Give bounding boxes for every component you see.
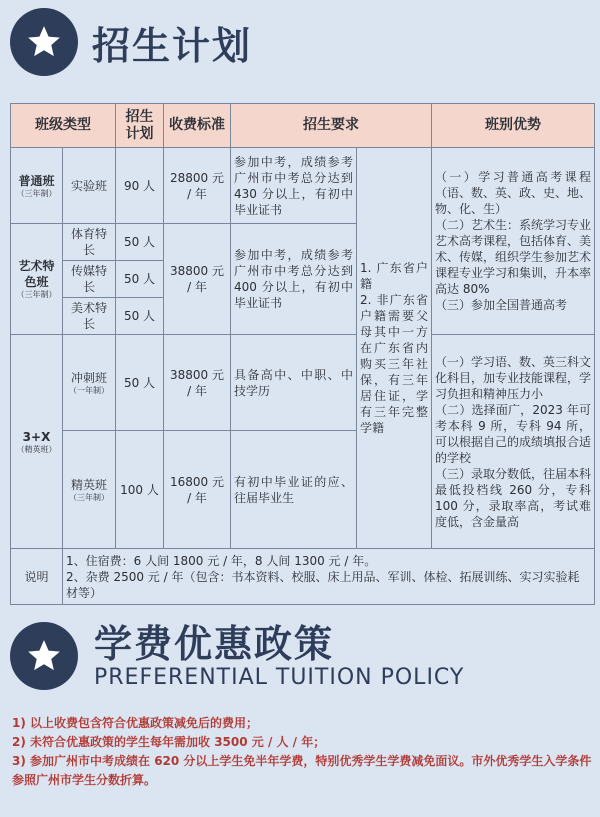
quota-media: 50 人 [116, 261, 164, 298]
advantages-3x: （一）学习语、数、英三科文化科目，加专业技能课程，学习负担和精神压力小 （二）选择面广，2023 年可考本科 9 所，专科 94 所，可以根据自己的成绩填报合适的学校 （三）录取分数低，往届本科最低投档线 260 分，专科 100 分，录取率高，考试难度低，含金量高 [432, 335, 595, 549]
header-requirements: 招生要求 [231, 104, 432, 148]
star-icon [10, 8, 78, 76]
quota-sprint: 50 人 [116, 335, 164, 431]
shared-requirements: 1. 广东省户籍 2. 非广东省户籍需要父母其中一方在广东省内购买三年社保，有三年居住证，学有三年完整学籍 [357, 148, 432, 549]
req-sprint: 具备高中、中职、中技学历 [231, 335, 357, 431]
category-arts [11, 224, 63, 335]
class-sprint [63, 335, 116, 431]
policy-item: 3) 参加广州市中考成绩在 620 分以上学生免半年学费，特别优秀学生学费减免面议。市外优秀学生入学条件参照广州市学生分数折算。 [12, 754, 592, 787]
category-3x [11, 335, 63, 549]
notes-label: 说明 [11, 549, 63, 605]
star-icon [10, 622, 78, 690]
section-header-plan [10, 8, 252, 76]
header-advantages: 班别优势 [432, 104, 595, 148]
class-experimental: 实验班 [63, 148, 116, 224]
fee-arts: 38800 元 / 年 [164, 224, 231, 335]
policy-list [12, 714, 594, 790]
class-elite-term: （三年制） [69, 492, 109, 502]
quota-experimental: 90 人 [116, 148, 164, 224]
category-3x-term: （精英班） [16, 444, 57, 454]
policy-item: 2) 未符合优惠政策的学生每年需加收 3500 元 / 人 / 年； [12, 735, 326, 749]
section-subtitle-policy: PREFERENTIAL TUITION POLICY [94, 664, 465, 690]
class-fine-arts: 美术特长 [63, 298, 116, 335]
class-elite [63, 431, 116, 549]
quota-elite: 100 人 [116, 431, 164, 549]
category-general-name: 普通班 [18, 173, 55, 188]
fee-sprint: 38800 元 / 年 [164, 335, 231, 431]
policy-item: 1) 以上收费包含符合优惠政策减免后的费用； [12, 716, 259, 730]
category-general-term: （三年制） [16, 188, 57, 198]
category-arts-term: （三年制） [16, 290, 57, 299]
table-row [11, 335, 595, 431]
header-class-type: 班级类型 [11, 104, 116, 148]
req-elite: 有初中毕业证的应、往届毕业生 [231, 431, 357, 549]
header-fee: 收费标准 [164, 104, 231, 148]
category-arts-name: 艺术特色班 [18, 259, 55, 289]
class-sprint-name: 冲刺班 [70, 370, 107, 385]
category-general [11, 148, 63, 224]
class-elite-name: 精英班 [70, 477, 107, 492]
section-title-group [94, 623, 464, 690]
table-header-row [11, 104, 595, 148]
quota-sports: 50 人 [116, 224, 164, 261]
req-general: 参加中考，成绩参考广州市中考总分达到 430 分以上，有初中毕业证书 [231, 148, 357, 224]
section-header-policy [10, 622, 464, 690]
enrollment-table [10, 103, 595, 605]
class-sports: 体育特长 [63, 224, 116, 261]
advantages-general: （一）学习普通高考课程（语、数、英、政、史、地、物、化、生） （二）艺术生：系统学习专业艺术高考课程，包括体育、美术、传媒，组织学生参加艺术课程专业学习和集训，升本率高达 80% （三）参加全国普通高考 [432, 148, 595, 335]
class-media: 传媒特长 [63, 261, 116, 298]
class-sprint-term: （一年制） [69, 385, 109, 395]
notes-text: 1、住宿费：6 人间 1800 元 / 年，8 人间 1300 元 / 年。 2、杂费 2500 元 / 年（包含：书本资料、校服、床上用品、军训、体检、拓展训练、实习实验耗材等） [63, 549, 595, 605]
table-row-notes [11, 549, 595, 605]
quota-fine-arts: 50 人 [116, 298, 164, 335]
fee-general: 28800 元 / 年 [164, 148, 231, 224]
req-arts: 参加中考，成绩参考广州市中考总分达到 400 分以上，有初中毕业证书 [231, 224, 357, 335]
section-title-policy: 学费优惠政策 [94, 621, 335, 666]
section-title-plan: 招生计划 [92, 23, 253, 68]
table-row [11, 148, 595, 224]
fee-elite: 16800 元 / 年 [164, 431, 231, 549]
category-3x-name: 3+X [22, 429, 51, 444]
header-quota: 招生计划 [116, 104, 164, 148]
